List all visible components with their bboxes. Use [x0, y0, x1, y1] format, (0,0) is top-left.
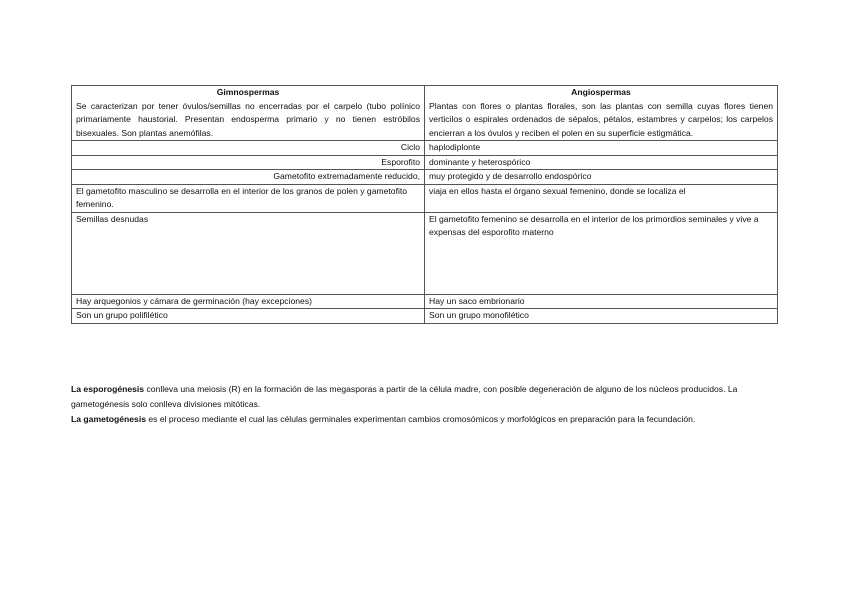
note-gametogenesis [71, 412, 777, 427]
gimnospermas-cell [72, 86, 425, 141]
row-right-cell: muy protegido y de desarrollo endospórico [425, 170, 778, 185]
row-left-cell: Son un grupo polifilético [72, 309, 425, 324]
note-text: es el proceso mediante el cual las células germinales experimentan cambios cromosómicos y morfológicos en preparación para la fecundación. [148, 414, 696, 424]
note-term: gametogénesis [83, 414, 146, 424]
row-left-cell: El gametofito masculino se desarrolla en el interior de los granos de polen y gametofito femenino. [72, 184, 425, 212]
table-row-semillas [72, 212, 778, 294]
angiospermas-description: Plantas con flores o plantas florales, son las plantas con semilla cuyas flores tienen verticilos o espirales ordenados de sépalos, pétalos, estambres y carpelos; los carpelos encierran a los óvulos y reciben el polen en su superficie estigmática. [429, 100, 773, 138]
table-row-gametofito [72, 170, 778, 185]
row-right-cell: dominante y heterospórico [425, 155, 778, 170]
note-esporogenesis [71, 382, 777, 412]
note-lead: La [71, 414, 82, 424]
row-left-cell: Gametofito extremadamente reducido, [72, 170, 425, 185]
table-row-ciclo [72, 141, 778, 156]
note-term: esporogénesis [83, 384, 145, 394]
comparison-table [71, 85, 778, 324]
gimnospermas-title: Gimnospermas [216, 87, 280, 97]
row-left-cell: Hay arquegonios y cámara de germinación (hay excepciones) [72, 294, 425, 309]
table-row-gametofito-masculino [72, 184, 778, 212]
row-right-cell: Son un grupo monofilético [425, 309, 778, 324]
gimnospermas-description: Se caracterizan por tener óvulos/semillas no encerradas por el carpelo (tubo polínico primariamente haustorial. Presentan endosperma primario y no tienen estróbilos bisexuales. Son plantas anemófilas. [76, 100, 420, 138]
note-text: conlleva una meiosis (R) en la formación de las megasporas a partir de la célula madre, con posible degeneración de alguno de los núcleos producidos. La gametogénesis solo conlleva divisiones mitóticas. [71, 384, 738, 409]
row-left-cell: Esporofito [72, 155, 425, 170]
row-right-cell: Hay un saco embrionario [425, 294, 778, 309]
notes-section [71, 382, 777, 427]
note-lead: La [71, 384, 82, 394]
angiospermas-title: Angiospermas [571, 87, 631, 97]
row-right-cell: viaja en ellos hasta el órgano sexual femenino, donde se localiza el [425, 184, 778, 212]
table-row-arquegonios [72, 294, 778, 309]
row-right-cell: El gametofito femenino se desarrolla en el interior de los primordios seminales y vive a expensas del esporofito materno [425, 212, 778, 294]
table-row-grupo [72, 309, 778, 324]
row-left-cell: Ciclo [72, 141, 425, 156]
angiospermas-cell [425, 86, 778, 141]
row-left-cell: Semillas desnudas [72, 212, 425, 294]
table-row-esporofito [72, 155, 778, 170]
row-right-cell: haplodiplonte [425, 141, 778, 156]
table-header-row [72, 86, 778, 141]
